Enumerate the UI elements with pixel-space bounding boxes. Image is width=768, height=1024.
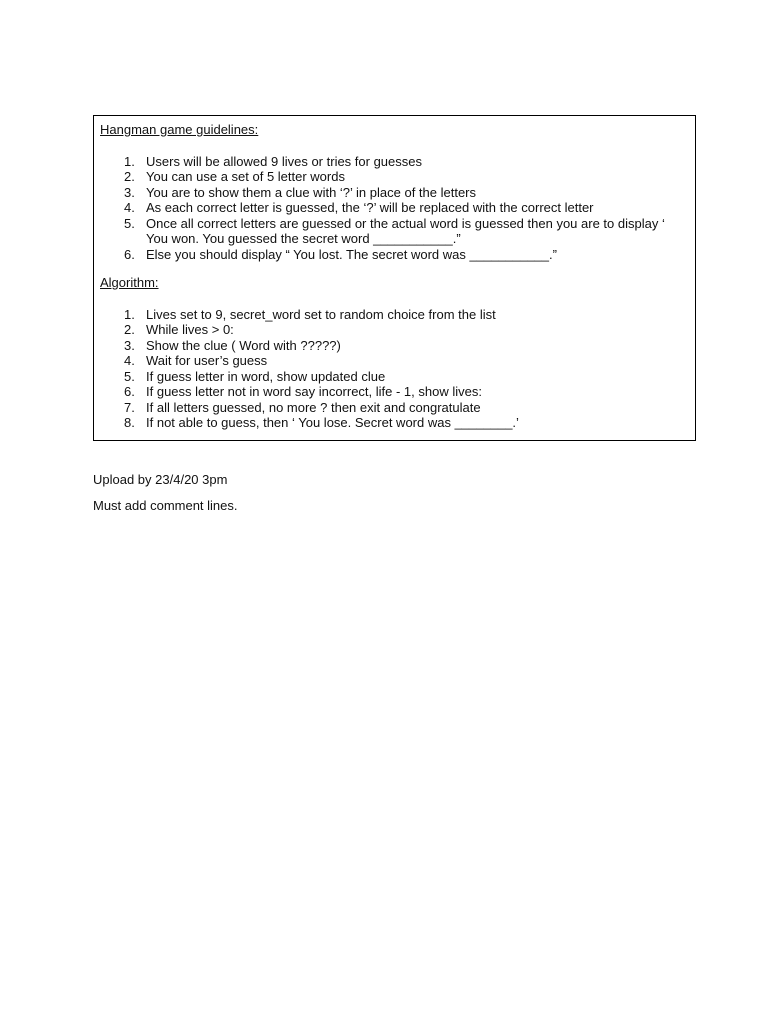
item-text: Users will be allowed 9 lives or tries for guesses xyxy=(146,153,422,169)
item-number: 5. xyxy=(124,215,135,231)
item-number: 2. xyxy=(124,322,135,337)
list-item xyxy=(100,369,689,385)
list-item xyxy=(100,338,689,354)
list-item xyxy=(100,307,689,323)
item-text: Lives set to 9, secret_word set to random choice from the list xyxy=(146,306,496,322)
item-number: 8. xyxy=(124,415,135,430)
list-item xyxy=(100,169,689,185)
item-text: Once all correct letters are guessed or the actual word is guessed then you are to display ‘ You won. You guessed the secret word ___________.” xyxy=(146,215,665,246)
list-item xyxy=(100,400,689,416)
item-number: 1. xyxy=(124,306,135,322)
item-number: 2. xyxy=(124,169,135,184)
item-number: 6. xyxy=(124,384,135,399)
list-item xyxy=(100,322,689,338)
item-text: If guess letter not in word say incorrect, life - 1, show lives: xyxy=(146,384,482,399)
instructions-box xyxy=(93,115,696,441)
algorithm-list xyxy=(100,307,689,431)
guidelines-heading: Hangman game guidelines: xyxy=(100,122,259,137)
item-text: You can use a set of 5 letter words xyxy=(146,169,345,184)
list-item xyxy=(100,200,689,216)
list-item xyxy=(100,216,689,247)
item-number: 1. xyxy=(124,153,135,169)
item-number: 7. xyxy=(124,399,135,415)
item-number: 4. xyxy=(124,200,135,215)
list-item xyxy=(100,185,689,201)
item-number: 3. xyxy=(124,184,135,200)
comment-lines-note: Must add comment lines. xyxy=(93,498,238,513)
item-text: While lives > 0: xyxy=(146,322,234,337)
list-item xyxy=(100,154,689,170)
list-item xyxy=(100,415,689,431)
list-item xyxy=(100,384,689,400)
algorithm-heading: Algorithm: xyxy=(100,275,159,290)
item-number: 3. xyxy=(124,337,135,353)
item-number: 4. xyxy=(124,353,135,368)
upload-deadline-note: Upload by 23/4/20 3pm xyxy=(93,472,228,487)
item-text: If not able to guess, then ‘ You lose. Secret word was ________.’ xyxy=(146,415,519,430)
item-number: 6. xyxy=(124,246,135,262)
guidelines-list xyxy=(100,154,689,263)
item-text: Wait for user’s guess xyxy=(146,353,268,368)
item-text: Show the clue ( Word with ?????) xyxy=(146,337,341,353)
item-text: As each correct letter is guessed, the ‘?’ will be replaced with the correct letter xyxy=(146,200,594,215)
item-text: You are to show them a clue with ‘?’ in place of the letters xyxy=(146,184,477,200)
list-item xyxy=(100,353,689,369)
item-text: If all letters guessed, no more ? then exit and congratulate xyxy=(146,399,481,415)
list-item xyxy=(100,247,689,263)
item-text: Else you should display “ You lost. The secret word was ___________.” xyxy=(146,246,557,262)
item-text: If guess letter in word, show updated clue xyxy=(146,368,386,384)
item-number: 5. xyxy=(124,368,135,384)
